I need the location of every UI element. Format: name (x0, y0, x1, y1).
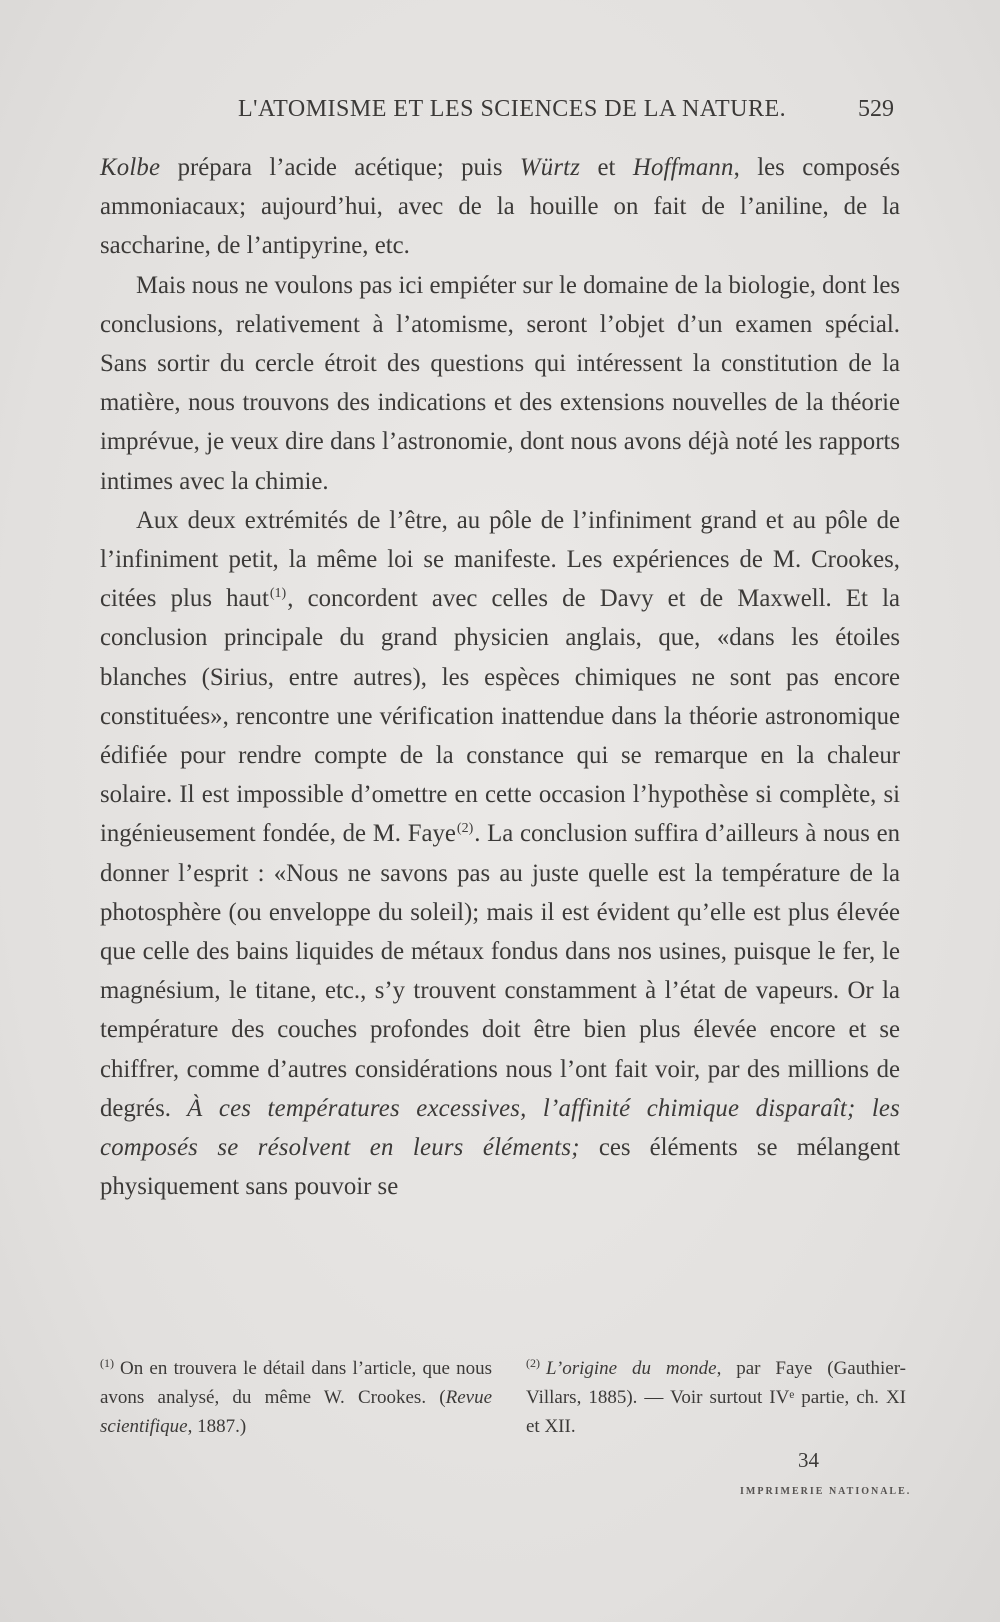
footnote-ref-1[interactable]: (1) (269, 586, 287, 602)
name-kolbe: Kolbe (100, 154, 161, 181)
printer-mark: IMPRIMERIE NATIONALE. (740, 1486, 912, 1497)
italic-quote: À ces températures excessives, l’affinité chimique disparaît; les composés se résolvent en leurs éléments; (100, 1094, 900, 1162)
paragraph-2: Mais nous ne voulons pas ici empiéter sur le domaine de la biologie, dont les conclusions, relativement à l’atomisme, seront l’objet d’un examen spécial. Sans sortir du cercle étroit des questions qui intéressent la constitution de la matière, nous trouvons des indications et des extensions nouvelles de la théorie imprévue, je veux dire dans l’astronomie, dont nous avons déjà noté les rapports intimes avec la chimie. (100, 271, 900, 495)
paragraph-3: Aux deux extrémités de l’être, au pôle de l’infiniment grand et au pôle de l’infiniment petit, la même loi se manifeste. Les expériences de M. Crookes, citées plus haut$^{(1)}$, concordent avec celles de Davy et de Maxwell. Et la conclusion principale du grand physicien anglais, que, «dans les étoiles blanches (Sirius, entre autres), les espèces chimiques ne sont pas encore constituées», rencontre une vérification inattendue dans la théorie astronomique édifiée pour rendre compte de la constance qui se remarque en la chaleur solaire. Il est impossible d’omettre en cette occasion l’hypothèse si complète, si ingénieusement fondée, de M. Faye$^{(2)}$. La conclusion suffira d’ailleurs à nous en donner l’esprit : «Nous ne savons pas au juste quelle est la température de la photosphère (ou enveloppe du soleil); mais il est évident qu’elle est plus élevée que celle des bains liquides de métaux fondus dans nos usines, puisque le fer, le magnésium, le titane, etc., s’y trouvent constamment à l’état de vapeurs. Or la température des couches profondes doit être bien plus élevée encore et se chiffrer, comme d’autres considérations nous l’ont fait voir, par des millions de degrés. À ces températures excessives, l’affinité chimique disparaît; les composés se résolvent en leurs éléments; ces éléments se mélangent physiquement sans pouvoir se (100, 506, 901, 1201)
page-header (100, 96, 900, 132)
footnotes (100, 1354, 906, 1444)
page-number: 529 (858, 96, 894, 122)
footnote-marker: (2) (526, 1356, 540, 1370)
paragraph-1: Kolbe prépara l’acide acétique; puis Würtz et Hoffmann, les composés ammoniacaux; aujourd’hui, avec de la houille on fait de l’aniline, de la saccharine, de l’antipyrine, etc. (100, 154, 900, 260)
footnote-marker: (1) (100, 1356, 114, 1370)
name-hoffmann: Hoffmann (632, 154, 734, 181)
signature-mark: 34 (798, 1448, 819, 1472)
main-text (100, 148, 900, 1206)
book-title: L’origine du monde (546, 1358, 717, 1379)
footnote-1: $^{(1)}$ On en trouvera le détail dans l’article, que nous avons analysé, du même W. Crookes. (Revue scientifique, 1887.) (100, 1356, 492, 1437)
footnote-ref-2[interactable]: (2) (456, 821, 474, 837)
running-title: L'ATOMISME ET LES SCIENCES DE LA NATURE. (238, 96, 787, 122)
footnote-2: $^{(2)}$ L’origine du monde, par Faye (Gauthier-Villars, 1885). — Voir surtout IVᵉ partie, ch. XI et XII. (526, 1356, 906, 1437)
journal-title: Revue scientifique (100, 1387, 492, 1437)
name-wurtz: Würtz (519, 154, 581, 181)
